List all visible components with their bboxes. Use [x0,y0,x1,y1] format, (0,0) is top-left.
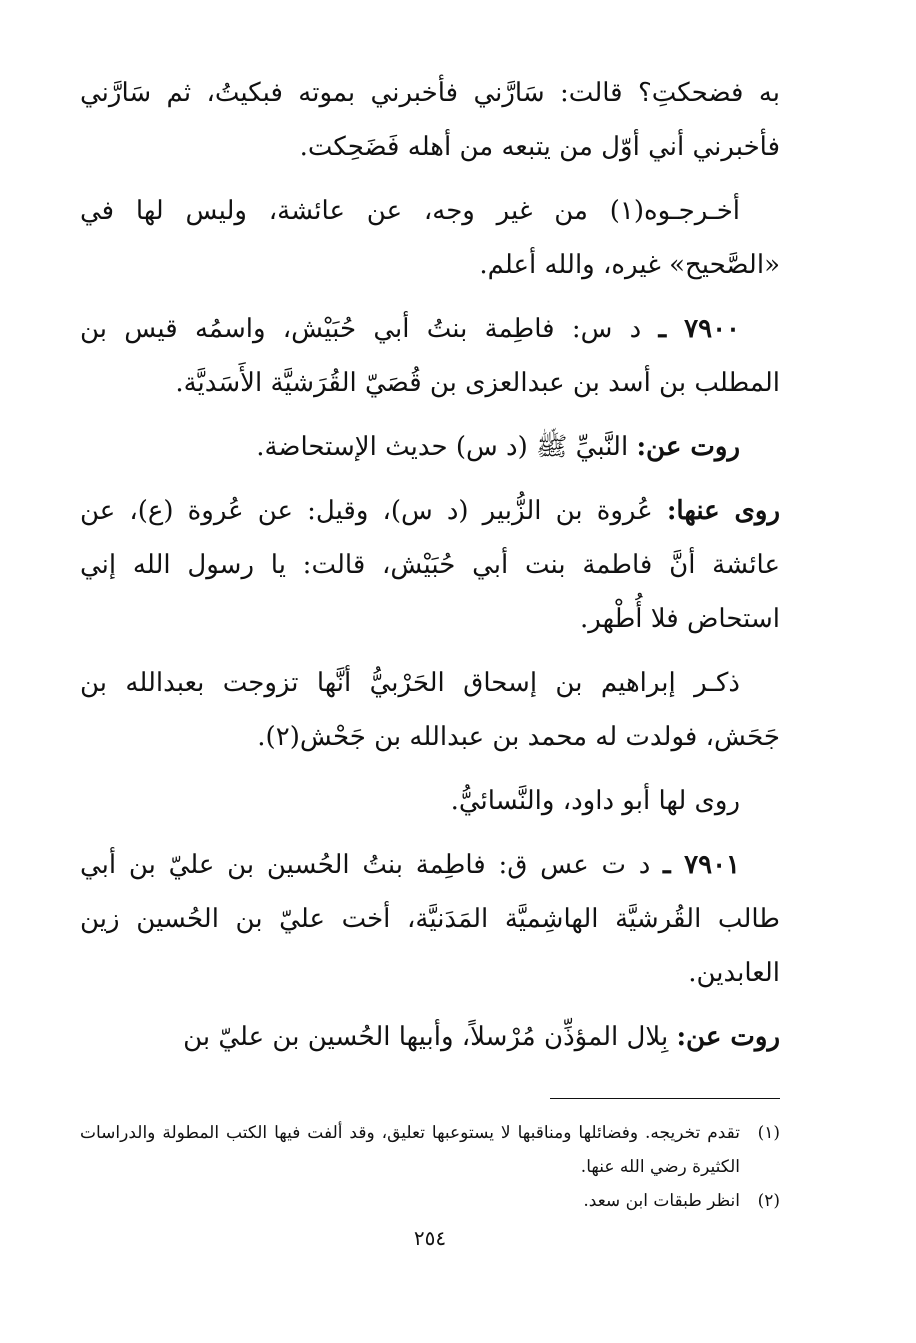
paragraph-2-text: أخـرجـوه(١) من غير وجه، عن عائشة، وليس لها في «الصَّحيح» غيره، والله أعلم. [80,196,780,280]
footnote-2 [80,1184,780,1218]
narrators-text: عُروة بن الزُّبير (د س)، وقيل: عن عُروة (ع)، عن عائشة أنَّ فاطمة بنت أبي حُبَيْش، قالت: يا رسول الله إني استحاض فلا أُطْهر. [80,496,780,634]
narrated-from-text-2: بِلال المؤذِّن مُرْسلاً، وأبيها الحُسين بن عليّ بن [183,1022,669,1052]
entry-7901-text: د ت عس ق: فاطِمة بنتُ الحُسين بن عليّ بن أبي طالب القُرشيَّة الهاشِميَّة المَدَنيَّة، أخت عليّ بن الحُسين زين العابدين. [80,850,780,988]
narrators-label: روى عنها: [666,496,780,526]
footnote-1-text: تقدم تخريجه. وفضائلها ومناقبها لا يستوعبها تعليق، وقد ألفت فيها الكتب المطولة والدراسات الكثيرة رضي الله عنها. [80,1123,740,1177]
page-number: ٢٥٤ [413,1226,447,1250]
paragraph-narrated-by [80,774,780,828]
entry-7901 [80,838,780,1000]
entry-7901-number: ٧٩٠١ ـ [663,850,741,880]
entry-7901-narrated-from [80,1010,780,1064]
narrated-from-label-2: روت عن: [676,1022,780,1052]
narrated-from-label: روت عن: [636,432,740,462]
entry-7900-narrators [80,484,780,646]
paragraph-1 [80,66,780,174]
paragraph-1-text: به فضحكتِ؟ قالت: سَارَّني فأخبرني بموته فبكيتُ، ثم سَارَّني فأخبرني أني أوّل من يتبعه من أهله فَضَحِكت. [80,78,780,162]
entry-7900-text: د س: فاطِمة بنتُ أبي حُبَيْش، واسمُه قيس بن المطلب بن أسد بن عبدالعزى بن قُصَيّ القُرَشيَّة الأَسَديَّة. [80,314,780,398]
entry-7900-number: ٧٩٠٠ ـ [658,314,740,344]
footnote-2-text: انظر طبقات ابن سعد. [583,1191,740,1211]
footnote-2-number: (٢) [757,1191,780,1211]
footnote-divider [550,1098,780,1099]
paragraph-marriage [80,656,780,764]
paragraph-marriage-text: ذكـر إبراهيم بن إسحاق الحَرْبيُّ أنَّها تزوجت بعبدالله بن جَحَش، فولدت له محمد بن عبدالله بن جَحْش(٢). [80,668,780,752]
document-page [80,66,780,1296]
footnote-1 [80,1116,780,1184]
paragraph-narrated-by-text: روى لها أبو داود، والنَّسائيُّ. [450,786,740,816]
paragraph-2 [80,184,780,292]
entry-7900 [80,302,780,410]
narrated-from-text: النَّبيِّ ﷺ (د س) حديث الإستحاضة. [256,432,629,462]
footnotes [80,1116,780,1218]
entry-7900-narrated-from [80,420,780,474]
footnote-1-number: (١) [757,1123,780,1143]
